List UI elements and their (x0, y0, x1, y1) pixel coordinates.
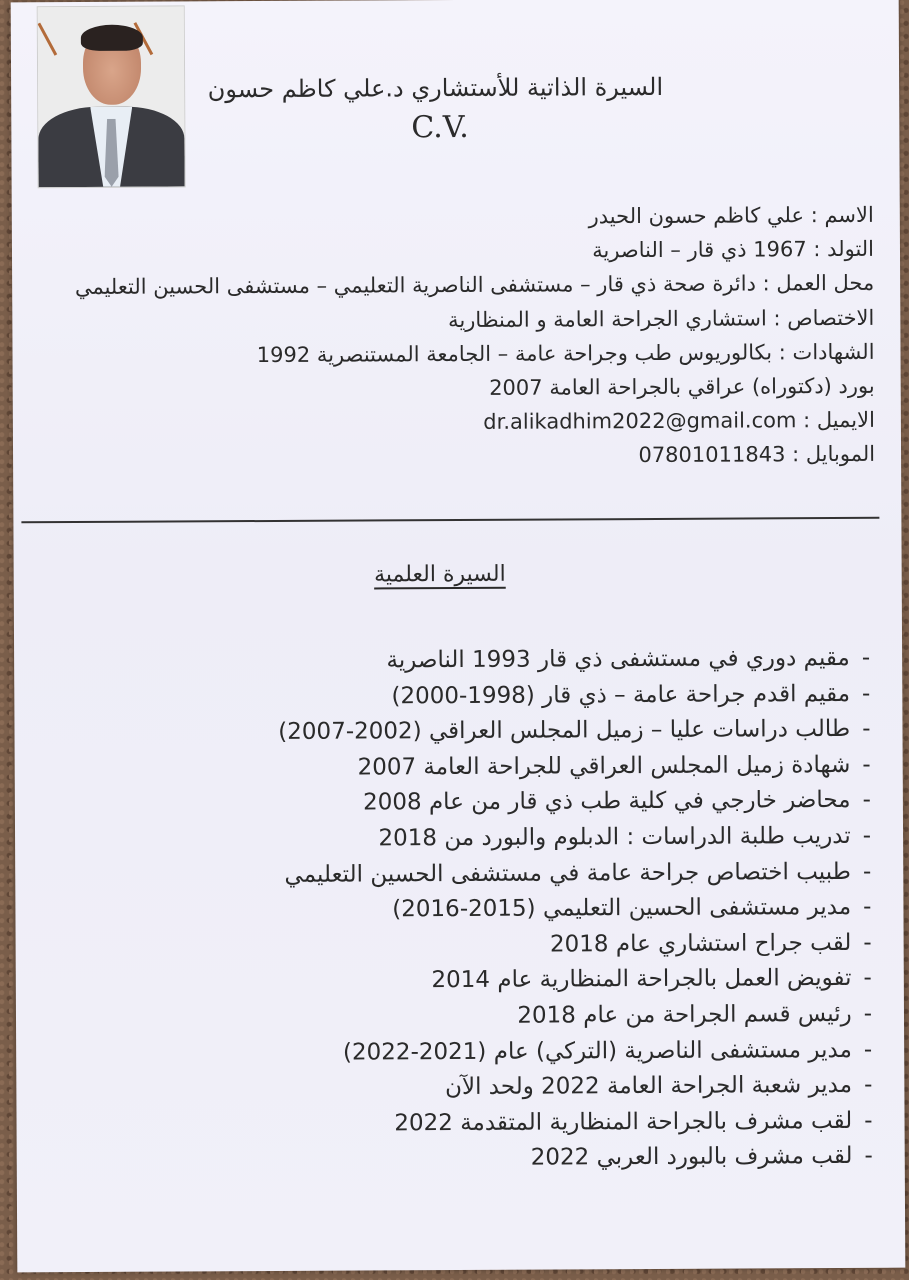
list-item-text: طالب دراسات عليا – زميل المجلس العراقي (2002-2007) (278, 716, 851, 746)
list-item: -تدريب طلبة الدراسات : الدبلوم والبورد من 2018 (378, 822, 872, 852)
list-item: -لقب مشرف بالبورد العربي 2022 (530, 1143, 873, 1171)
list-item-text: تدريب طلبة الدراسات : الدبلوم والبورد من 2018 (378, 822, 851, 852)
info-value: 07801011843 (638, 442, 786, 468)
cv-paper-sheet (11, 0, 906, 1272)
section-title: السيرة العلمية (374, 561, 506, 588)
info-value: علي كاظم حسون الحيدر (588, 203, 805, 229)
list-item-text: مقيم اقدم جراحة عامة – ذي قار (1998-2000) (391, 680, 851, 709)
profile-photo (37, 5, 186, 188)
list-item-text: لقب مشرف بالبورد العربي 2022 (530, 1143, 853, 1171)
info-label: الاختصاص : (773, 305, 875, 330)
list-item-text: لقب مشرف بالجراحة المنظارية المتقدمة 2022 (394, 1107, 853, 1137)
info-row-certificates (34, 335, 874, 374)
info-row-board (35, 369, 875, 408)
academic-history-list (50, 641, 873, 1179)
list-item: -مدير مستشفى الناصرية (التركي) عام (2021-2022) (342, 1036, 873, 1066)
list-item: -رئيس قسم الجراحة من عام 2018 (517, 1000, 873, 1029)
list-item-text: مدير مستشفى الناصرية (التركي) عام (2021-2022) (342, 1036, 852, 1066)
info-value: بكالوريوس طب وجراحة عامة – الجامعة المستنصرية 1992 (256, 340, 773, 367)
list-item-text: رئيس قسم الجراحة من عام 2018 (517, 1000, 852, 1029)
list-item: -طالب دراسات عليا – زميل المجلس العراقي (2002-2007) (278, 716, 871, 746)
list-item-text: شهادة زميل المجلس العراقي للجراحة العامة 2007 (357, 751, 851, 781)
list-item: -مقيم اقدم جراحة عامة – ذي قار (1998-2000) (391, 680, 871, 709)
personal-info-list (34, 198, 875, 476)
list-item: -مقيم دوري في مستشفى ذي قار 1993 الناصرية (386, 644, 871, 674)
document-title: السيرة الذاتية للأستشاري د.علي كاظم حسون (207, 72, 664, 104)
section-divider (21, 517, 879, 523)
info-label: الموبايل : (792, 442, 876, 467)
list-item-text: مدير شعبة الجراحة العامة 2022 ولحد الآن (444, 1072, 853, 1101)
info-row-name (34, 198, 874, 237)
list-item: -مدير مستشفى الحسين التعليمي (2015-2016) (392, 893, 872, 923)
list-item: -لقب جراح استشاري عام 2018 (549, 929, 872, 958)
info-label: الاسم : (810, 202, 874, 228)
info-value: 1967 ذي قار – الناصرية (592, 237, 807, 263)
info-value: بورد (دكتوراه) عراقي بالجراحة العامة 2007 (489, 373, 875, 400)
list-item: -تفويض العمل بالجراحة المنظارية عام 2014 (431, 965, 872, 994)
list-item-text: لقب جراح استشاري عام 2018 (549, 929, 852, 958)
info-row-birth (34, 232, 874, 271)
info-row-mobile (35, 437, 875, 476)
list-item: -شهادة زميل المجلس العراقي للجراحة العامة 2007 (357, 751, 871, 781)
list-item-text: طبيب اختصاص جراحة عامة في مستشفى الحسين التعليمي (284, 858, 851, 888)
info-label: التولد : (813, 237, 875, 262)
info-row-workplace (34, 266, 874, 305)
info-row-specialty (34, 300, 874, 339)
info-label: الايميل : (803, 407, 875, 433)
list-item: -لقب مشرف بالجراحة المنظارية المتقدمة 2022 (394, 1107, 873, 1137)
list-item-text: محاضر خارجي في كلية طب ذي قار من عام 2008 (362, 787, 851, 816)
list-item-text: مدير مستشفى الحسين التعليمي (2015-2016) (392, 894, 852, 923)
list-item-text: مقيم دوري في مستشفى ذي قار 1993 الناصرية (386, 644, 850, 674)
list-item: -محاضر خارجي في كلية طب ذي قار من عام 2008 (362, 787, 871, 816)
info-label: الشهادات : (778, 339, 875, 365)
document-subtitle: C.V. (411, 109, 469, 146)
info-label: محل العمل : (762, 271, 875, 296)
list-item: -مدير شعبة الجراحة العامة 2022 ولحد الآن (444, 1071, 873, 1101)
info-value: dr.alikadhim2022@gmail.com (483, 408, 797, 434)
info-value: دائرة صحة ذي قار – مستشفى الناصرية التعليمي – مستشفى الحسين التعليمي (74, 271, 756, 300)
info-row-email (35, 403, 875, 442)
info-value: استشاري الجراحة العامة و المنظارية (448, 305, 767, 332)
list-item: -طبيب اختصاص جراحة عامة في مستشفى الحسين التعليمي (284, 858, 872, 888)
list-item-text: تفويض العمل بالجراحة المنظارية عام 2014 (431, 965, 852, 994)
